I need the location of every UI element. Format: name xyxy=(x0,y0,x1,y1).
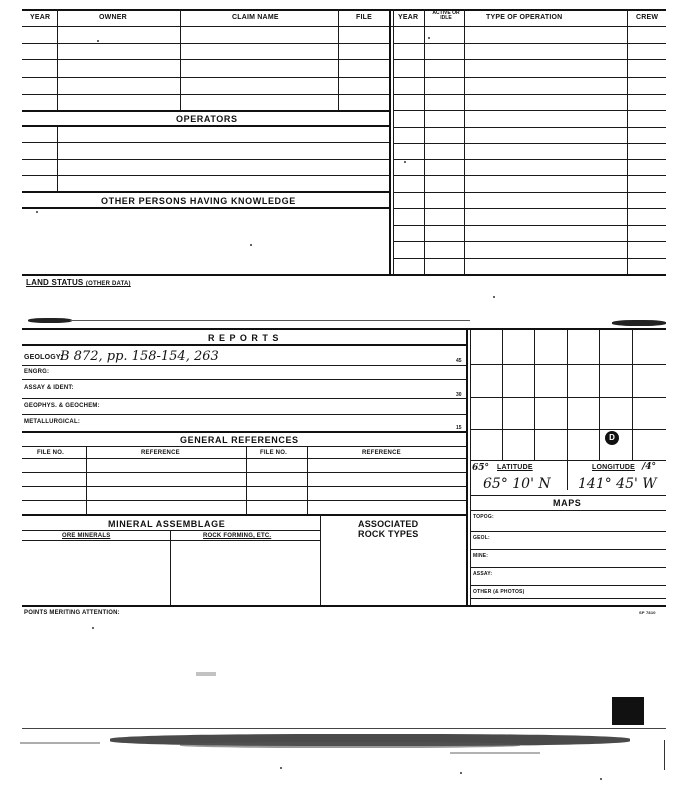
maps-other: OTHER (& PHOTOS) xyxy=(473,589,525,595)
genref-file-no-1: FILE NO. xyxy=(37,450,64,456)
genref-file-no-2: FILE NO. xyxy=(260,450,287,456)
header-type-of-operation: TYPE OF OPERATION xyxy=(486,14,563,21)
genref-reference-2: REFERENCE xyxy=(362,450,401,456)
form-number: SP 7810 xyxy=(639,610,656,615)
latitude-label: LATITUDE xyxy=(497,464,533,471)
longitude-label: LONGITUDE xyxy=(592,464,636,471)
lat-prefix: 65° xyxy=(472,463,490,473)
header-crew: CREW xyxy=(636,14,659,21)
points-meriting-attention-label: POINTS MERITING ATTENTION: xyxy=(24,610,120,616)
mineral-assemblage-title: MINERAL ASSEMBLAGE xyxy=(108,519,226,529)
maps-title: MAPS xyxy=(553,498,582,508)
header-file: FILE xyxy=(356,14,372,21)
header-bottom-rule xyxy=(22,26,666,27)
report-engrg-label: ENGRG: xyxy=(24,369,50,375)
operators-label: OPERATORS xyxy=(176,114,238,124)
rock-types-label: ROCK TYPES xyxy=(358,529,419,539)
header-active-or-idle: ACTIVE OR IDLE xyxy=(432,10,460,21)
maps-geol: GEOL: xyxy=(473,535,490,541)
location-circle-marker: D xyxy=(605,431,619,445)
report-geology-value: B 872, pp. 158-154, 263 xyxy=(60,349,219,364)
report-metallurgical-label: METALLURGICAL: xyxy=(24,419,81,425)
other-persons-label: OTHER PERSONS HAVING KNOWLEDGE xyxy=(101,196,296,206)
reports-title: R E P O R T S xyxy=(208,333,280,343)
associated-label: ASSOCIATED xyxy=(358,519,419,529)
header-year-2: YEAR xyxy=(398,14,419,21)
rock-forming-label: ROCK FORMING, ETC. xyxy=(203,533,272,539)
ore-minerals-label: ORE MINERALS xyxy=(62,533,111,539)
maps-assay: ASSAY: xyxy=(473,571,493,577)
genref-reference-1: REFERENCE xyxy=(141,450,180,456)
maps-mine: MINE: xyxy=(473,553,489,559)
maps-topog: TOPOG: xyxy=(473,514,494,520)
header-year: YEAR xyxy=(30,14,51,21)
report-geophys-label: GEOPHYS. & GEOCHEM: xyxy=(24,403,100,409)
general-references-title: GENERAL REFERENCES xyxy=(180,435,299,445)
top-table-border xyxy=(22,9,666,11)
header-owner: OWNER xyxy=(99,14,127,21)
long-suffix: /4° xyxy=(642,462,657,472)
latitude-value: 65° 10' N xyxy=(483,476,551,492)
report-assay-label: ASSAY & IDENT: xyxy=(24,385,74,391)
land-status-label: LAND STATUS (OTHER DATA) xyxy=(26,278,131,287)
longitude-value: 141° 45' W xyxy=(578,476,657,492)
report-geology-label: GEOLOGY: xyxy=(24,354,63,361)
header-claim-name: CLAIM NAME xyxy=(232,14,279,21)
